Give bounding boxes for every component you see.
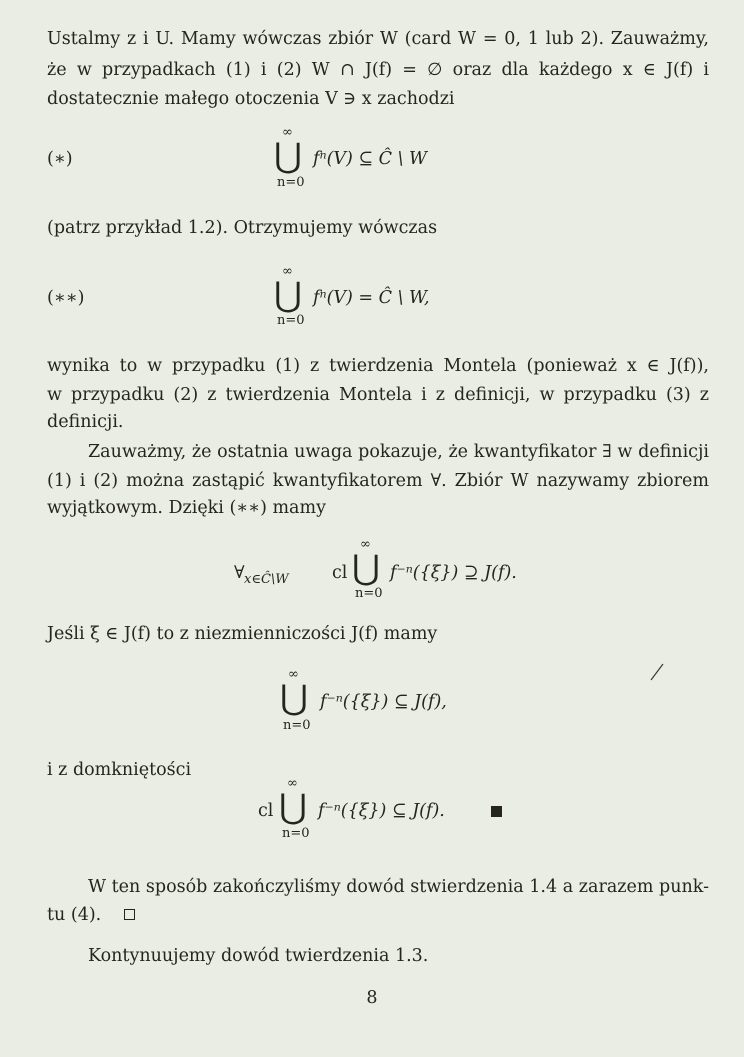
paragraph-3-line-1: wynika to w przypadku (1) z twierdzenia Montela (ponieważ x ∈ J(f)), — [47, 356, 709, 376]
paragraph-4-line-1: Zauważmy, że ostatnia uwaga pokazuje, że kwantyfikator ∃ w definicji — [88, 442, 709, 462]
end-of-proof-square-icon — [124, 909, 135, 920]
equation-1-lower-limit: n=0 — [277, 175, 305, 190]
equation-2-label: (∗∗) — [47, 288, 85, 308]
paragraph-4-line-3: wyjątkowym. Dzięki (∗∗) mamy — [47, 498, 326, 518]
paragraph-1-line-2: że w przypadkach (1) i (2) W ∩ J(f) = ∅ oraz dla każdego x ∈ J(f) i — [47, 60, 709, 80]
equation-3-cl: cl — [332, 563, 348, 583]
equation-4-union-symbol: ⋃ — [280, 678, 308, 718]
paragraph-5-line-1: Jeśli ξ ∈ J(f) to z niezmienniczości J(f) mamy — [47, 624, 438, 644]
paragraph-2-line-1: (patrz przykład 1.2). Otrzymujemy wówczas — [47, 218, 438, 238]
equation-1-union-symbol: ⋃ — [274, 136, 302, 176]
paragraph-3-line-3: definicji. — [47, 412, 124, 432]
equation-1-label: (∗) — [47, 149, 73, 169]
equation-1-upper-limit: ∞ — [282, 125, 293, 140]
equation-2-union-symbol: ⋃ — [274, 275, 302, 315]
equation-3-upper-limit: ∞ — [360, 537, 371, 552]
paragraph-1-line-3: dostatecznie małego otoczenia V ∋ x zachodzi — [47, 89, 455, 109]
equation-2-lower-limit: n=0 — [277, 313, 305, 328]
equation-4-lower-limit: n=0 — [283, 718, 311, 733]
equation-3-lower-limit: n=0 — [355, 586, 383, 601]
equation-5-union-symbol: ⋃ — [279, 787, 307, 827]
paragraph-7-line-1: W ten sposób zakończyliśmy dowód stwierdzenia 1.4 a zarazem punk- — [88, 877, 709, 897]
equation-2-upper-limit: ∞ — [282, 264, 293, 279]
equation-4-body: f⁻ⁿ({ξ}) ⊆ J(f), — [320, 692, 447, 712]
qed-filled-square-icon — [491, 806, 502, 817]
paragraph-7-line-2: tu (4). — [47, 905, 102, 925]
equation-2-body: fⁿ(V) = Ĉ \ W, — [313, 288, 430, 308]
equation-5-lower-limit: n=0 — [282, 826, 310, 841]
equation-5-body: f⁻ⁿ({ξ}) ⊆ J(f). — [318, 801, 445, 821]
paragraph-3-line-2: w przypadku (2) z twierdzenia Montela i z definicji, w przypadku (3) z — [47, 385, 709, 405]
page-number: 8 — [366, 988, 378, 1008]
paragraph-4-line-2: (1) i (2) można zastąpić kwantyfikatorem ∀. Zbiór W nazywamy zbiorem — [47, 471, 709, 491]
equation-3-forall: ∀ — [234, 563, 245, 583]
equation-3-body: f⁻ⁿ({ξ}) ⊇ J(f). — [390, 563, 517, 583]
equation-5-upper-limit: ∞ — [287, 776, 298, 791]
pencil-mark — [648, 662, 666, 682]
equation-3-union-symbol: ⋃ — [352, 548, 380, 588]
equation-1-body: fⁿ(V) ⊆ Ĉ \ W — [313, 149, 428, 169]
paragraph-1-line-1: Ustalmy z i U. Mamy wówczas zbiór W (card W = 0, 1 lub 2). Zauważmy, — [47, 29, 709, 49]
paragraph-8-line-1: Kontynuujemy dowód twierdzenia 1.3. — [88, 946, 429, 966]
paragraph-6-line-1: i z domkniętości — [47, 760, 192, 780]
equation-5-cl: cl — [258, 801, 274, 821]
equation-3-subscript: x∈Ĉ\W — [244, 572, 289, 587]
equation-4-upper-limit: ∞ — [288, 667, 299, 682]
